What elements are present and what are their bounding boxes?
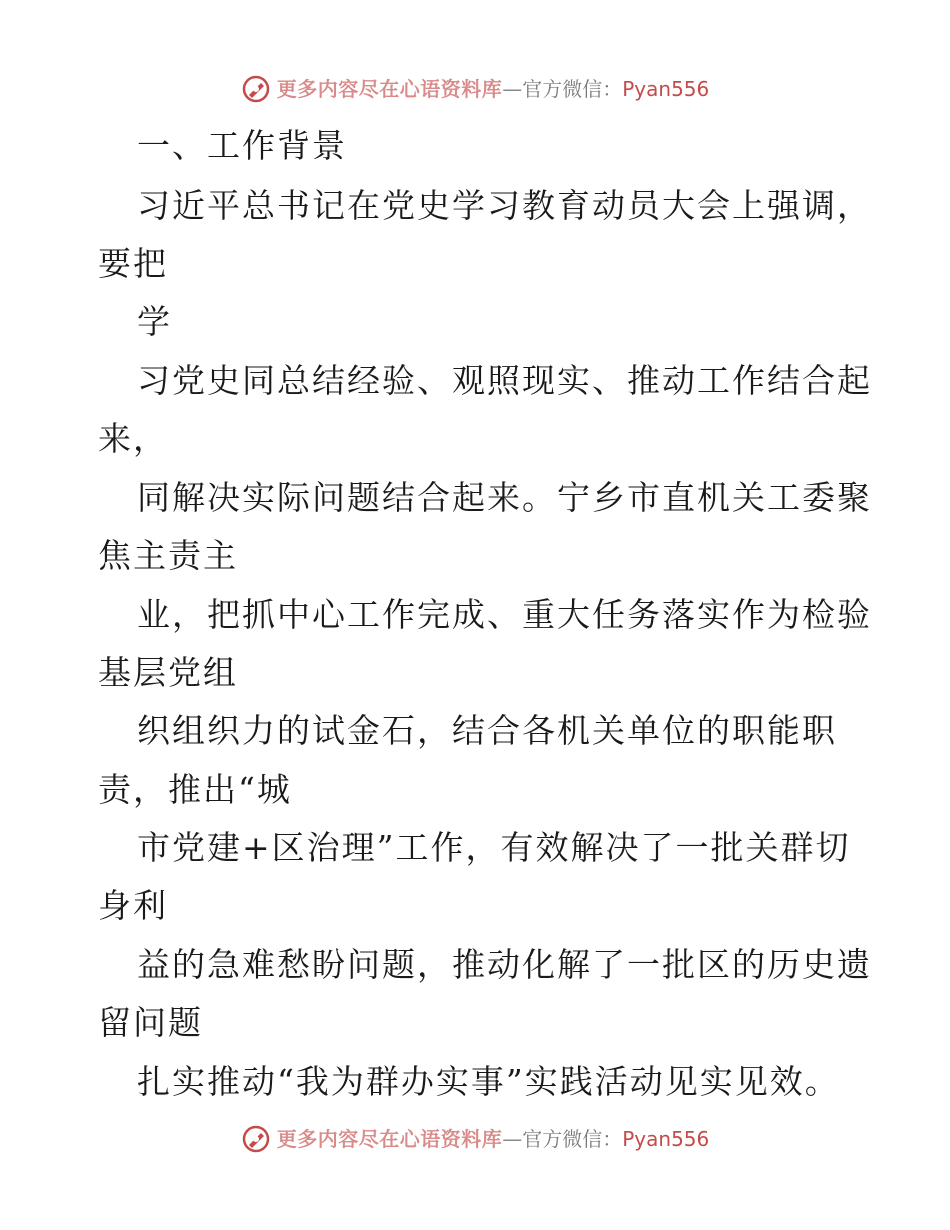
watermark-official-label: 官方微信： — [522, 77, 623, 101]
text-line: 焦主责主 — [98, 536, 238, 575]
watermark-account: Pyan556 — [622, 1127, 710, 1151]
watermark-brand: 更多内容尽在心语资料库 — [276, 77, 503, 101]
watermark-account: Pyan556 — [622, 77, 710, 101]
pen-logo-icon — [241, 1124, 271, 1154]
text-line: 来， — [98, 419, 168, 458]
text-line: 习党史同总结经验、观照现实、推动工作结合起 — [137, 361, 872, 400]
text-line: 同解决实际问题结合起来。宁乡市直机关工委聚 — [137, 478, 872, 517]
watermark-official-label: 官方微信： — [522, 1127, 623, 1151]
text-line: 益的急难愁盼问题，推动化解了一批区的历史遗 — [137, 945, 872, 984]
section-heading: 一、工作背景 — [137, 126, 347, 165]
footer-watermark — [0, 1124, 950, 1154]
watermark-dash: — — [502, 77, 523, 101]
text-line: 业，把抓中心工作完成、重大任务落实作为检验 — [137, 595, 872, 634]
text-line: 基层党组 — [98, 653, 238, 692]
text-line: 习近平总书记在党史学习教育动员大会上强调， — [137, 186, 872, 225]
text-line: 责，推出“城 — [98, 770, 292, 809]
pen-logo-icon — [241, 74, 271, 104]
text-line: 学 — [137, 302, 172, 341]
text-line: 身利 — [98, 886, 168, 925]
watermark-brand: 更多内容尽在心语资料库 — [276, 1127, 503, 1151]
text-line: 要把 — [98, 244, 168, 283]
watermark-dash: — — [502, 1127, 523, 1151]
header-watermark — [0, 74, 950, 104]
text-line: 留问题 — [98, 1003, 203, 1042]
text-line: 扎实推动“我为群办实事”实践活动见实见效。 — [137, 1062, 840, 1101]
text-line: 市党建+区治理”工作，有效解决了一批关群切 — [137, 828, 851, 867]
text-line: 织组织力的试金石，结合各机关单位的职能职 — [137, 711, 837, 750]
